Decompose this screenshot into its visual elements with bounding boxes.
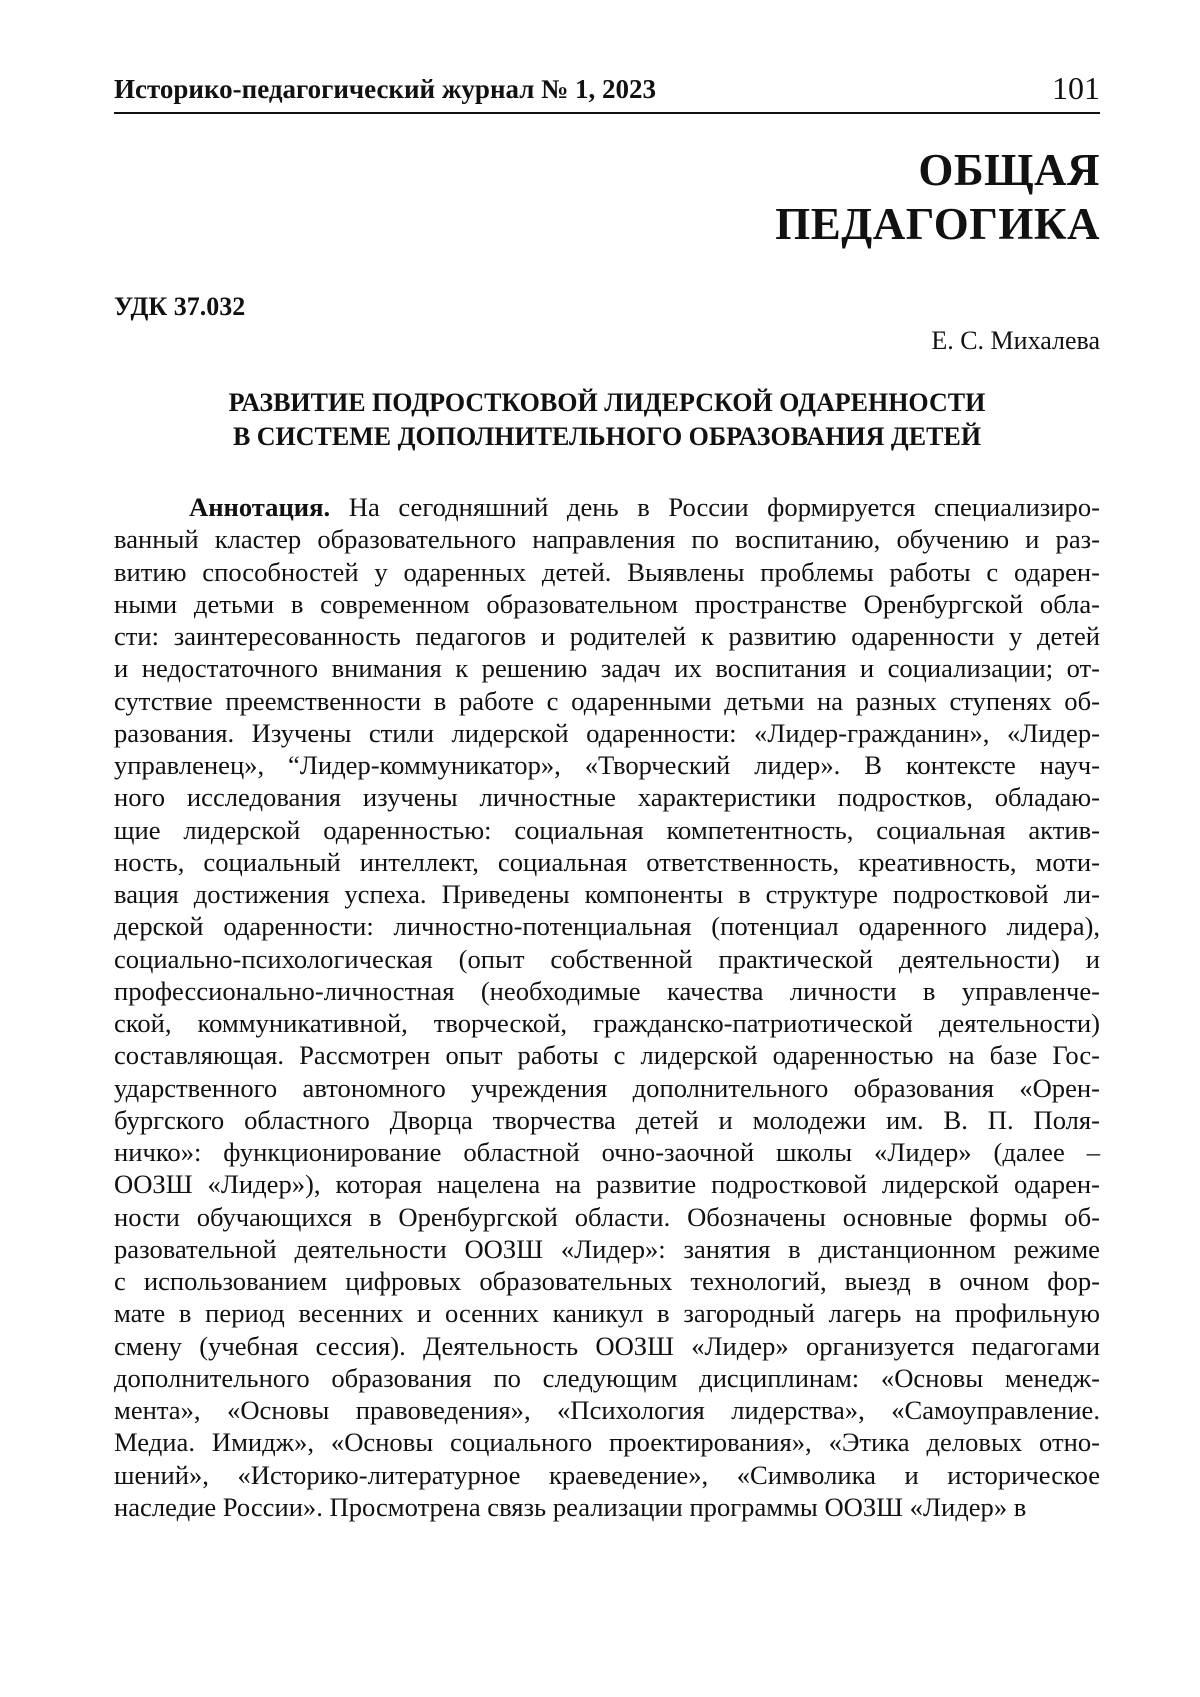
abstract-line-text: шений», «Историко-литературное краеведение», «Символика и историческое: [114, 1459, 1100, 1490]
abstract-line-text: ничко»: функционирование областной очно-заочной школы «Лидер» (далее –: [114, 1137, 1100, 1167]
abstract-line-text: На сегодняшний день в России формируется специализиро-: [330, 492, 1100, 522]
abstract-line-text: мента», «Основы правоведения», «Психология лидерства», «Самоуправление.: [114, 1395, 1100, 1425]
abstract-line: [114, 910, 1100, 942]
abstract-line-text: мате в период весенних и осенних каникул в загородный лагерь на профильную: [114, 1298, 1100, 1329]
abstract-line-text: профессионально-личностная (необходимые качества личности в управленче-: [114, 975, 1100, 1006]
abstract-line: [114, 1265, 1100, 1297]
abstract-line: [114, 588, 1100, 620]
abstract-line: [114, 781, 1100, 813]
article-title-line: РАЗВИТИЕ ПОДРОСТКОВОЙ ЛИДЕРСКОЙ ОДАРЕННОСТИ: [228, 388, 986, 417]
abstract-line: [114, 717, 1100, 749]
abstract-line-text: бургского областного Дворца творчества детей и молодежи им. В. П. Поля-: [114, 1104, 1100, 1135]
abstract-line-text: ности обучающихся в Оренбургской области. Обозначены основные формы об-: [114, 1201, 1100, 1232]
abstract-line-text: ской, коммуникативной, творческой, гражданско-патриотической деятельности): [114, 1008, 1100, 1038]
journal-title: Историко-педагогический журнал № 1, 2023: [114, 74, 657, 104]
abstract-line: [114, 1330, 1100, 1362]
abstract-line-text: ного исследования изучены личностные характеристики подростков, обладаю-: [114, 782, 1100, 813]
abstract-line: [114, 620, 1100, 652]
abstract-line: [114, 1039, 1100, 1071]
abstract-line: [114, 1201, 1100, 1233]
abstract-line: [114, 1362, 1100, 1394]
section-title-line: ПЕДАГОГИКА: [775, 199, 1100, 249]
section-title-line: ОБЩАЯ: [918, 145, 1100, 195]
abstract-line-text: наследие России». Просмотрена связь реализации программы ООЗШ «Лидер» в: [114, 1491, 1027, 1522]
abstract: [114, 491, 1100, 1523]
abstract-line: [114, 1136, 1100, 1168]
abstract-line-text: дополнительного образования по следующим дисциплинам: «Основы менедж-: [114, 1362, 1100, 1393]
abstract-line: [114, 943, 1100, 975]
abstract-line: [114, 749, 1100, 781]
abstract-line: [114, 1394, 1100, 1426]
abstract-line: [114, 878, 1100, 910]
abstract-line-text: разовательной деятельности ООЗШ «Лидер»: занятия в дистанционном режиме: [114, 1233, 1100, 1264]
abstract-line-text: Медиа. Имидж», «Основы социального проектирования», «Этика деловых отно-: [114, 1427, 1100, 1458]
abstract-line-text: ООЗШ «Лидер»), которая нацелена на развитие подростковой лидерской одарен-: [114, 1169, 1100, 1200]
abstract-line: [114, 685, 1100, 717]
abstract-line: [114, 1491, 1100, 1523]
abstract-line: [114, 1233, 1100, 1265]
abstract-line-text: ность, социальный интеллект, социальная ответственность, креативность, моти-: [114, 846, 1100, 877]
running-header: [114, 72, 1100, 114]
abstract-line-text: сти: заинтересованность педагогов и родителей к развитию одаренности у детей: [114, 621, 1100, 651]
abstract-line: [114, 846, 1100, 878]
article-title: [114, 386, 1100, 454]
article-title-line: В СИСТЕМЕ ДОПОЛНИТЕЛЬНОГО ОБРАЗОВАНИЯ ДЕТЕЙ: [232, 422, 982, 451]
udk-code: УДК 37.032: [114, 292, 246, 321]
abstract-line: [114, 556, 1100, 588]
abstract-line-text: дерской одаренности: личностно-потенциальная (потенциал одаренного лидера),: [114, 911, 1100, 942]
abstract-line-text: ударственного автономного учреждения дополнительного образования «Орен-: [114, 1072, 1100, 1103]
abstract-line: [114, 1104, 1100, 1136]
page-number: 101: [1052, 70, 1100, 106]
author-name: Е. С. Михалева: [931, 326, 1100, 355]
abstract-line-text: ванный кластер образовательного направления по воспитанию, обучению и раз-: [114, 524, 1100, 555]
abstract-line: [114, 491, 1100, 523]
abstract-line-text: витию способностей у одаренных детей. Выявлены проблемы работы с одарен-: [114, 556, 1100, 587]
abstract-line-text: щие лидерской одаренностью: социальная компетентность, социальная актив-: [114, 814, 1100, 845]
abstract-line-text: смену (учебная сессия). Деятельность ООЗШ «Лидер» организуется педагогами: [114, 1330, 1100, 1361]
abstract-line: [114, 814, 1100, 846]
abstract-line-text: социально-психологическая (опыт собственной практической деятельности) и: [114, 943, 1100, 974]
abstract-line-text: составляющая. Рассмотрен опыт работы с лидерской одаренностью на базе Гос-: [114, 1040, 1100, 1071]
abstract-line-text: разования. Изучены стили лидерской одаренности: «Лидер-гражданин», «Лидер-: [114, 717, 1100, 748]
abstract-line-text: управленец», “Лидер-коммуникатор», «Творческий лидер». В контексте науч-: [114, 750, 1100, 780]
abstract-line: [114, 975, 1100, 1007]
abstract-line: [114, 1297, 1100, 1329]
abstract-line: [114, 652, 1100, 684]
abstract-line-text: и недостаточного внимания к решению задач их воспитания и социализации; от-: [114, 653, 1100, 684]
abstract-line: [114, 1007, 1100, 1039]
abstract-line-text: вация достижения успеха. Приведены компоненты в структуре подростковой ли-: [114, 879, 1100, 909]
abstract-line-text: ными детьми в современном образовательном пространстве Оренбургской обла-: [114, 588, 1100, 619]
abstract-line: [114, 1168, 1100, 1200]
abstract-line: [114, 1072, 1100, 1104]
abstract-line: [114, 523, 1100, 555]
abstract-line: [114, 1426, 1100, 1458]
abstract-line-text: с использованием цифровых образовательных технологий, выезд в очном фор-: [114, 1266, 1100, 1296]
section-title: [775, 143, 1100, 251]
abstract-line-text: сутствие преемственности в работе с одаренными детьми на разных ступенях об-: [114, 685, 1100, 716]
abstract-label: Аннотация.: [189, 492, 331, 522]
abstract-line: [114, 1459, 1100, 1491]
